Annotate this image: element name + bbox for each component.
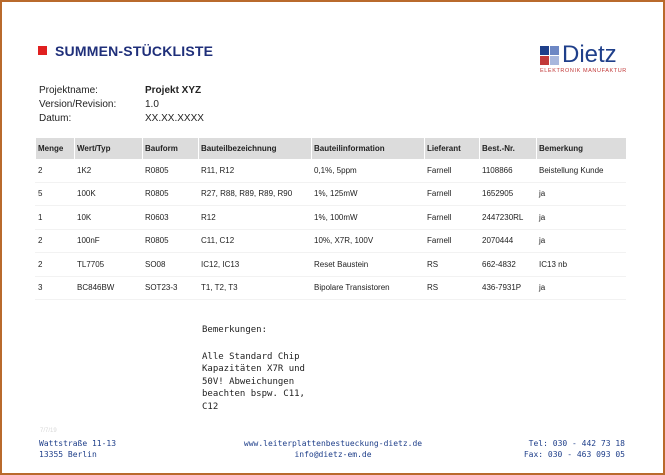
remarks-text: Alle Standard Chip Kapazitäten X7R und 50V! Abweichungen beachten bspw. C11, C12 [202, 351, 305, 412]
date-value: XX.XX.XXXX [145, 113, 204, 124]
table-cell: Farnell [425, 182, 480, 206]
date-label: Datum: [39, 113, 72, 124]
table-cell: 100nF [75, 229, 143, 253]
table-cell: C11, C12 [199, 229, 312, 253]
table-cell: Bipolare Transistoren [312, 276, 425, 300]
table-cell: 1 [36, 206, 75, 230]
column-header: Wert/Typ [75, 138, 143, 159]
table-cell: Beistellung Kunde [537, 159, 626, 182]
footer-fax: Fax: 030 - 463 093 05 [523, 450, 625, 459]
table-row [36, 229, 626, 253]
table-cell: IC13 nb [537, 253, 626, 277]
footer-phone [524, 438, 625, 460]
table-row [36, 253, 626, 277]
title-marker [38, 46, 47, 55]
table-cell: Reset Baustein [312, 253, 425, 277]
table-cell: 5 [36, 182, 75, 206]
table-cell: Farnell [425, 229, 480, 253]
remarks-title: Bemerkungen: [202, 325, 268, 335]
footer-tel: Tel: 030 - 442 73 18 [528, 439, 625, 448]
dietz-logo-squares-icon [540, 46, 560, 66]
table-cell: 10K [75, 206, 143, 230]
logo-name: Dietz [562, 41, 617, 68]
table-cell: 1%, 125mW [312, 182, 425, 206]
column-header: Menge [36, 138, 75, 159]
table-cell: ja [537, 182, 626, 206]
footer-city: 13355 Berlin [39, 450, 97, 459]
table-cell: BC846BW [75, 276, 143, 300]
table-cell: R11, R12 [199, 159, 312, 182]
project-name-label: Projektname: [39, 85, 98, 96]
table-cell: R0805 [143, 159, 199, 182]
table-cell: R0603 [143, 206, 199, 230]
table-cell: 100K [75, 182, 143, 206]
table-cell: 2070444 [480, 229, 537, 253]
table-cell: RS [425, 253, 480, 277]
version-value: 1.0 [145, 99, 159, 110]
table-cell: RS [425, 276, 480, 300]
table-cell: SO08 [143, 253, 199, 277]
column-header: Bauteilinformation [312, 138, 425, 159]
project-name-value: Projekt XYZ [145, 85, 202, 96]
footer-contact [202, 438, 464, 460]
table-cell: R0805 [143, 229, 199, 253]
bom-table [35, 138, 626, 300]
table-row [36, 206, 626, 230]
table-cell: 2447230RL [480, 206, 537, 230]
column-header: Best.-Nr. [480, 138, 537, 159]
table-cell: 436-7931P [480, 276, 537, 300]
version-label: Version/Revision: [39, 99, 117, 110]
logo-subtitle: ELEKTRONIK MANUFAKTUR [540, 68, 627, 74]
table-cell: 1108866 [480, 159, 537, 182]
table-cell: 662-4832 [480, 253, 537, 277]
company-logo [540, 41, 632, 78]
footer-address [39, 438, 116, 460]
table-cell: ja [537, 229, 626, 253]
table-cell: 1%, 100mW [312, 206, 425, 230]
table-header-row [36, 138, 626, 159]
table-cell: 2 [36, 229, 75, 253]
table-row [36, 276, 626, 300]
remarks-block [202, 324, 317, 413]
table-cell: R12 [199, 206, 312, 230]
table-cell: R0805 [143, 182, 199, 206]
table-cell: Farnell [425, 206, 480, 230]
column-header: Lieferant [425, 138, 480, 159]
table-cell: IC12, IC13 [199, 253, 312, 277]
table-cell: ja [537, 206, 626, 230]
table-cell: R27, R88, R89, R89, R90 [199, 182, 312, 206]
table-cell: Farnell [425, 159, 480, 182]
table-row [36, 182, 626, 206]
table-cell: 1652905 [480, 182, 537, 206]
column-header: Bauform [143, 138, 199, 159]
table-cell: 1K2 [75, 159, 143, 182]
footer-website-link[interactable]: www.leiterplattenbestueckung-dietz.de [243, 439, 423, 448]
table-cell: 2 [36, 159, 75, 182]
column-header: Bemerkung [537, 138, 626, 159]
table-cell: ja [537, 276, 626, 300]
table-cell: 3 [36, 276, 75, 300]
column-header: Bauteilbezeichnung [199, 138, 312, 159]
table-cell: 10%, X7R, 100V [312, 229, 425, 253]
table-cell: 0,1%, 5ppm [312, 159, 425, 182]
table-cell: SOT23-3 [143, 276, 199, 300]
footer-email-link[interactable]: info@dietz-em.de [294, 450, 372, 459]
table-cell: T1, T2, T3 [199, 276, 312, 300]
footer-date-stamp: 7/7/19 [40, 428, 57, 434]
page-title: SUMMEN-STÜCKLISTE [55, 43, 214, 59]
table-row [36, 159, 626, 182]
table-cell: 2 [36, 253, 75, 277]
footer-street: Wattstraße 11-13 [39, 439, 117, 448]
table-cell: TL7705 [75, 253, 143, 277]
